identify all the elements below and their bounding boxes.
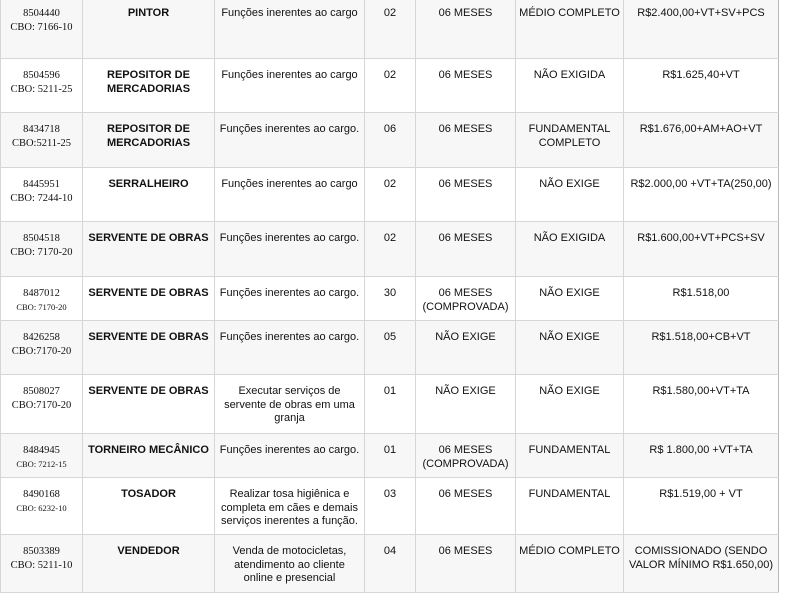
table-row xyxy=(1,222,779,277)
experience-required: 06 MESES xyxy=(416,478,516,535)
vacancy-quantity: 03 xyxy=(365,478,416,535)
job-description: Funções inerentes ao cargo. xyxy=(215,321,365,375)
job-description: Funções inerentes ao cargo xyxy=(215,168,365,222)
job-title: VENDEDOR xyxy=(83,535,215,593)
vacancy-quantity: 02 xyxy=(365,222,416,277)
vacancy-quantity: 06 xyxy=(365,113,416,168)
cbo-code: CBO: 7212-15 xyxy=(16,458,67,469)
vacancy-code-cell xyxy=(1,59,83,113)
salary-benefits: R$1.518,00+CB+VT xyxy=(624,321,779,375)
salary-benefits: R$1.519,00 + VT xyxy=(624,478,779,535)
experience-required: 06 MESES xyxy=(416,0,516,59)
experience-required: NÃO EXIGE xyxy=(416,321,516,375)
education-required: NÃO EXIGE xyxy=(516,277,624,321)
vacancy-code: 8426258 xyxy=(23,332,60,343)
experience-required: 06 MESES xyxy=(416,535,516,593)
table-row xyxy=(1,277,779,321)
salary-benefits: R$1.625,40+VT xyxy=(624,59,779,113)
vacancy-code: 8484945 xyxy=(23,445,60,456)
vacancy-quantity: 05 xyxy=(365,321,416,375)
salary-benefits: R$1.676,00+AM+AO+VT xyxy=(624,113,779,168)
experience-required: NÃO EXIGE xyxy=(416,375,516,434)
job-title: REPOSITOR DE MERCADORIAS xyxy=(83,59,215,113)
job-description: Funções inerentes ao cargo. xyxy=(215,277,365,321)
salary-benefits: R$1.580,00+VT+TA xyxy=(624,375,779,434)
job-description: Funções inerentes ao cargo. xyxy=(215,222,365,277)
cbo-code: CBO: 7166-10 xyxy=(10,21,73,33)
education-required: MÉDIO COMPLETO xyxy=(516,0,624,59)
job-description: Venda de motocicletas, atendimento ao cliente online e presencial xyxy=(215,535,365,593)
vacancy-code: 8487012 xyxy=(23,288,60,299)
job-description: Realizar tosa higiênica e completa em cães e demais serviços inerentes a função. xyxy=(215,478,365,535)
experience-required: 06 MESES (COMPROVADA) xyxy=(416,277,516,321)
education-required: FUNDAMENTAL xyxy=(516,434,624,478)
education-required: NÃO EXIGE xyxy=(516,321,624,375)
education-required: FUNDAMENTAL xyxy=(516,478,624,535)
vacancy-code: 8434718 xyxy=(23,124,60,135)
salary-benefits: COMISSIONADO (SENDO VALOR MÍNIMO R$1.650,00) xyxy=(624,535,779,593)
job-title: TOSADOR xyxy=(83,478,215,535)
job-title: PINTOR xyxy=(83,0,215,59)
vacancy-code-cell xyxy=(1,434,83,478)
job-title: SERVENTE DE OBRAS xyxy=(83,375,215,434)
cbo-code: CBO:5211-25 xyxy=(11,137,72,149)
education-required: NÃO EXIGIDA xyxy=(516,222,624,277)
vacancy-code: 8503389 xyxy=(23,546,60,557)
salary-benefits: R$1.518,00 xyxy=(624,277,779,321)
job-description: Funções inerentes ao cargo. xyxy=(215,434,365,478)
table-row xyxy=(1,0,779,59)
vacancy-quantity: 02 xyxy=(365,0,416,59)
table-row xyxy=(1,535,779,593)
education-required: FUNDAMENTAL COMPLETO xyxy=(516,113,624,168)
vacancy-quantity: 04 xyxy=(365,535,416,593)
vacancy-code: 8504440 xyxy=(23,8,60,19)
experience-required: 06 MESES xyxy=(416,168,516,222)
table-row xyxy=(1,113,779,168)
job-title: REPOSITOR DE MERCADORIAS xyxy=(83,113,215,168)
vacancy-quantity: 01 xyxy=(365,375,416,434)
vacancy-code-cell xyxy=(1,535,83,593)
education-required: NÃO EXIGE xyxy=(516,168,624,222)
experience-required: 06 MESES xyxy=(416,222,516,277)
cbo-code: CBO: 5211-10 xyxy=(10,559,73,571)
vacancy-code: 8504518 xyxy=(23,233,60,244)
vacancy-quantity: 02 xyxy=(365,168,416,222)
job-title: SERVENTE DE OBRAS xyxy=(83,321,215,375)
vacancy-code-cell xyxy=(1,222,83,277)
cbo-code: CBO: 7170-20 xyxy=(16,301,67,312)
cbo-code: CBO: 7244-10 xyxy=(10,192,73,204)
salary-benefits: R$2.000,00 +VT+TA(250,00) xyxy=(624,168,779,222)
vacancy-quantity: 02 xyxy=(365,59,416,113)
vacancy-code-cell xyxy=(1,277,83,321)
table-row xyxy=(1,59,779,113)
vacancy-code-cell xyxy=(1,321,83,375)
job-title: SERRALHEIRO xyxy=(83,168,215,222)
vacancy-code-cell xyxy=(1,478,83,535)
salary-benefits: R$1.600,00+VT+PCS+SV xyxy=(624,222,779,277)
vacancy-quantity: 01 xyxy=(365,434,416,478)
salary-benefits: R$ 1.800,00 +VT+TA xyxy=(624,434,779,478)
experience-required: 06 MESES xyxy=(416,113,516,168)
cbo-code: CBO:7170-20 xyxy=(11,345,72,357)
vacancy-quantity: 30 xyxy=(365,277,416,321)
job-title: SERVENTE DE OBRAS xyxy=(83,277,215,321)
job-title: SERVENTE DE OBRAS xyxy=(83,222,215,277)
vacancy-code: 8508027 xyxy=(23,386,60,397)
job-title: TORNEIRO MECÂNICO xyxy=(83,434,215,478)
experience-required: 06 MESES xyxy=(416,59,516,113)
cbo-code: CBO: 7170-20 xyxy=(10,246,73,258)
table-row xyxy=(1,434,779,478)
vacancy-code-cell xyxy=(1,168,83,222)
cbo-code: CBO: 6232-10 xyxy=(16,502,67,513)
vacancy-code: 8504596 xyxy=(23,70,60,81)
vacancy-code-cell xyxy=(1,0,83,59)
education-required: NÃO EXIGE xyxy=(516,375,624,434)
table-row xyxy=(1,321,779,375)
vacancy-code-cell xyxy=(1,375,83,434)
job-description: Funções inerentes ao cargo xyxy=(215,59,365,113)
vacancy-code: 8490168 xyxy=(23,489,60,500)
experience-required: 06 MESES (COMPROVADA) xyxy=(416,434,516,478)
job-description: Executar serviços de servente de obras em uma granja xyxy=(215,375,365,434)
table-row xyxy=(1,478,779,535)
table-row xyxy=(1,168,779,222)
cbo-code: CBO: 5211-25 xyxy=(10,83,73,95)
table-row xyxy=(1,375,779,434)
vacancy-code-cell xyxy=(1,113,83,168)
salary-benefits: R$2.400,00+VT+SV+PCS xyxy=(624,0,779,59)
education-required: MÉDIO COMPLETO xyxy=(516,535,624,593)
vacancy-code: 8445951 xyxy=(23,179,60,190)
education-required: NÃO EXIGIDA xyxy=(516,59,624,113)
cbo-code: CBO:7170-20 xyxy=(11,399,72,411)
job-description: Funções inerentes ao cargo xyxy=(215,0,365,59)
job-description: Funções inerentes ao cargo. xyxy=(215,113,365,168)
